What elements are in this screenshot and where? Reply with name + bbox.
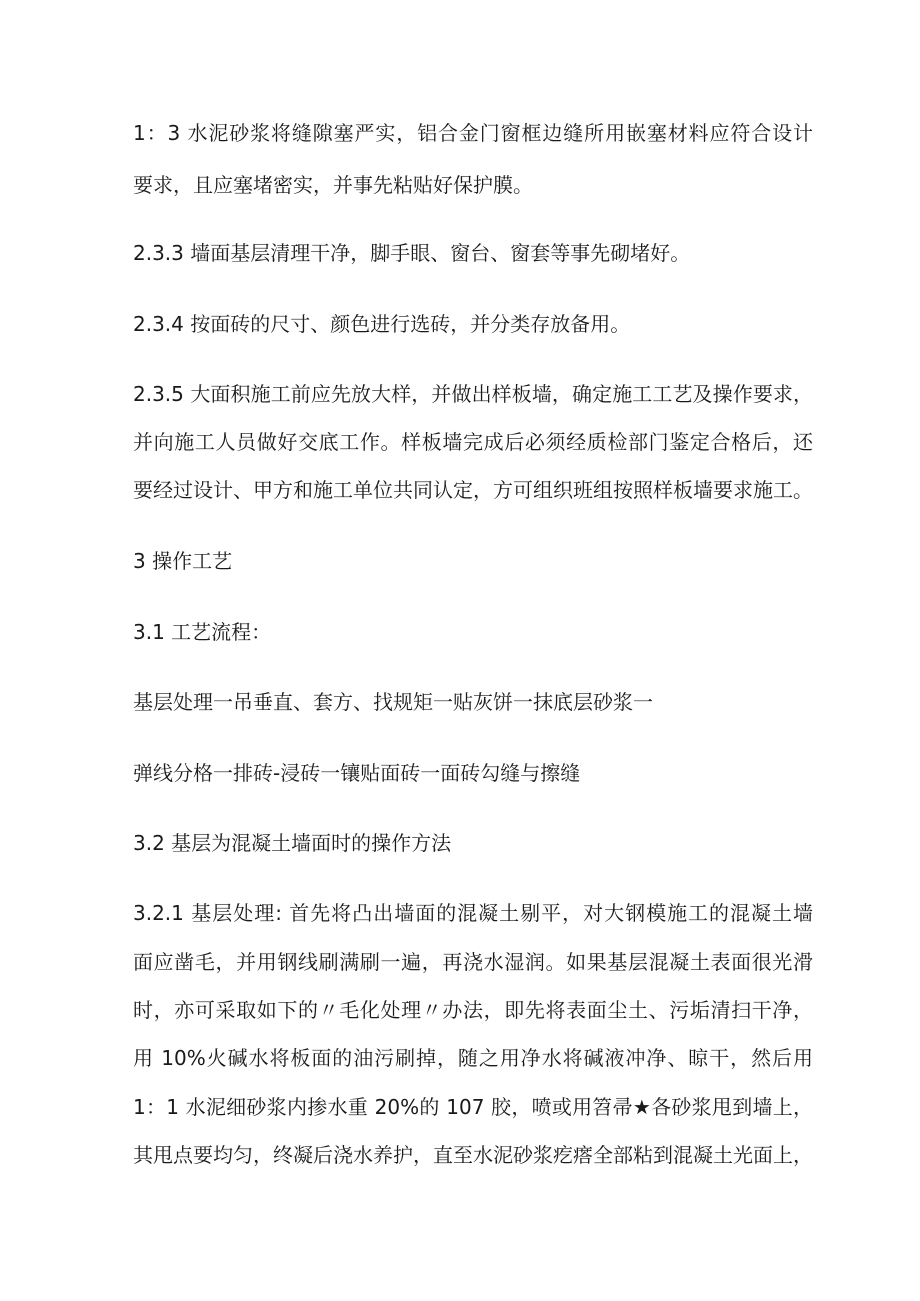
paragraph-line: 时，亦可采取如下的〃毛化处理〃办法，即先将表面尘土、污垢清扫干净， [133,998,813,1022]
process-flow-line: 弹线分格一排砖-浸砖一镶贴面砖一面砖勾缝与擦缝 [133,761,581,785]
process-flow-line: 基层处理一吊垂直、套方、找规矩一贴灰饼一抹底层砂浆一 [133,690,653,714]
paragraph-line: 其甩点要均匀，终凝后浇水养护，直至水泥砂浆疙瘩全部粘到混凝土光面上， [133,1143,813,1167]
paragraph-line: 2.3.4 按面砖的尺寸、颜色进行选砖，并分类存放备用。 [133,312,631,336]
paragraph-line: 用 10%火碱水将板面的油污刷掉，随之用净水将碱液冲净、晾干，然后用 [133,1046,813,1070]
paragraph-line: 1：3 水泥砂浆将缝隙塞严实，铝合金门窗框边缝所用嵌塞材料应符合设计 [133,121,813,145]
paragraph-line: 并向施工人员做好交底工作。样板墙完成后必须经质检部门鉴定合格后，还 [133,430,813,454]
subsection-heading: 3.2 基层为混凝土墙面时的操作方法 [133,831,452,855]
paragraph-line: 2.3.5 大面积施工前应先放大样，并做出样板墙，确定施工工艺及操作要求， [133,382,813,406]
paragraph-line: 要求，且应塞堵密实，并事先粘贴好保护膜。 [133,173,533,197]
section-heading: 3 操作工艺 [133,549,233,573]
paragraph-line: 要经过设计、甲方和施工单位共同认定，方可组织班组按照样板墙要求施工。 [133,478,813,502]
paragraph-line: 3.2.1 基层处理: 首先将凸出墙面的混凝土剔平，对大钢模施工的混凝土墙 [133,901,813,925]
subsection-heading: 3.1 工艺流程： [133,620,272,644]
paragraph-line: 面应凿毛，并用钢线刷满刷一遍，再浇水湿润。如果基层混凝土表面很光滑 [133,950,813,974]
paragraph-line: 1：1 水泥细砂浆内掺水重 20%的 107 胶，喷或用笤帚★各砂浆甩到墙上， [133,1095,813,1119]
paragraph-line: 2.3.3 墙面基层清理干净，脚手眼、窗台、窗套等事先砌堵好。 [133,241,691,265]
